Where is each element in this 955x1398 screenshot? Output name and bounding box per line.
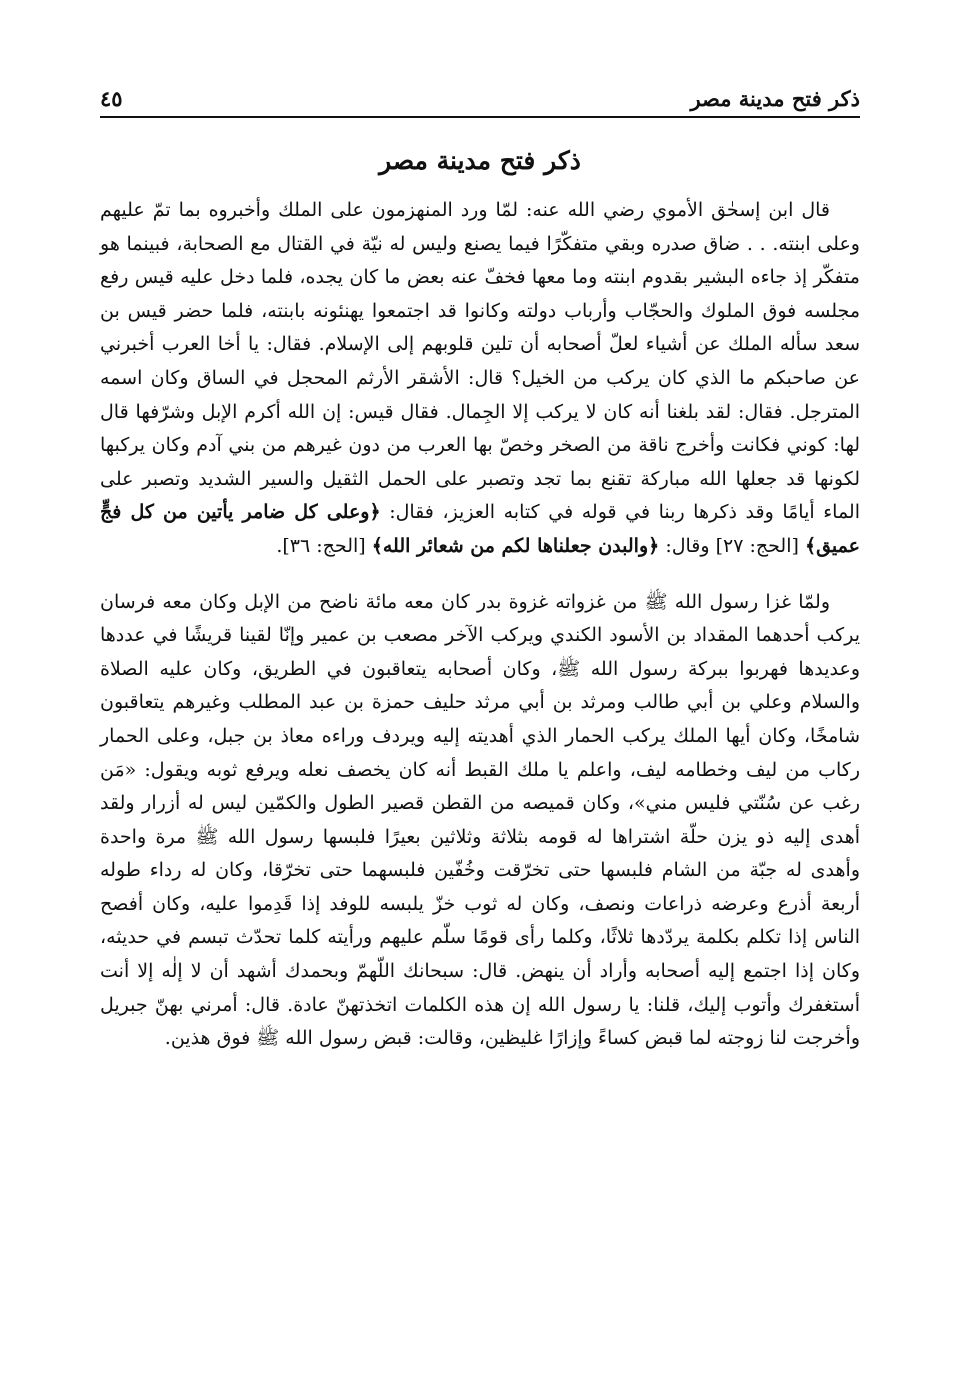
paragraph-1-text: قال ابن إسحٰق الأموي رضي الله عنه: لمّا ورد المنهزمون على الملك وأخبروه بما تمّ عليهم وعلى ابنته. . . ضاق صدره وبقي متفكّرًا فيما يصنع وليس له نيّة في القتال مع الصحابة، فبينما هو متفكّر إذ جاءه البشير بقدوم ابنته وما معها فخفّ عنه بعض ما كان يجده، فلما دخل عليه قيس رفع مجلسه فوق الملوك والحجّاب وأرباب دولته وكانوا قد اجتمعوا يهنئونه بابنته، فلما حضر قيس بن سعد سأله الملك عن أشياء لعلّ أصحابه أن تلين قلوبهم إلى الإسلام. فقال: يا أخا العرب أخبرني عن صاحبكم ما الذي كان يركب من الخيل؟ قال: الأشقر الأرثم المحجل في الساق وكان اسمه المترجل. فقال: لقد بلغنا أنه كان لا يركب إلا الجِمال. فقال قيس: إن الله أكرم الإبل وشرّفها قال لها: كوني فكانت وأخرج ناقة من الصخر وخصّ بها العرب من دون غيرهم من بني آدم وكان يركبها لكونها قد جعلها الله مباركة تقنع بما تجد وتصبر على الحمل الثقيل والسير الشديد وتصبر على الماء أيامًا وقد ذكرها ربنا في قوله في كتابه العزيز، فقال: (100, 199, 860, 524)
quran-verse-2: ﴿والبدن جعلناها لكم من شعائر الله﴾ (371, 534, 660, 557)
chapter-title: ذكر فتح مدينة مصر (379, 146, 581, 175)
verse-reference-2: [الحج: ٣٦]. (276, 534, 366, 557)
page-number: ٤٥ (100, 86, 123, 111)
paragraph-2 (100, 586, 860, 1056)
running-header (100, 82, 860, 118)
quran-verse-1: ﴿وعلى كل ضامر يأتين من كل فجٍّ عميق﴾ (100, 501, 860, 557)
paragraph-1 (100, 194, 860, 564)
verse-reference-1: [الحج: ٢٧] وقال: (665, 534, 799, 557)
paragraph-2-text: ولمّا غزا رسول الله ﷺ من غزواته غزوة بدر كان معه مائة ناضح من الإبل وكان معه فرسان يركب أحدهما المقداد بن الأسود الكندي ويركب الآخر مصعب بن عمير وإنّا لقينا قريشًا في عددها وعديدها فهربوا ببركة رسول الله ﷺ، وكان أصحابه يتعاقبون في الطريق، وكان عليه الصلاة والسلام وعلي بن أبي طالب ومرثد بن أبي مرثد حليف حمزة بن عبد المطلب وغيرهم يتعاقبون شامخًا، وكان أيها الملك يركب الحمار الذي أهديته إليه ويردف وراءه معاذ بن جبل، وعلى الحمار ركاب من ليف وخطامه ليف، واعلم يا ملك القبط أنه كان يخصف نعله ويرفع ثوبه ويقول: «مَن رغب عن سُنّتي فليس مني»، وكان قميصه من القطن قصير الطول والكمّين ليس له أزرار ولقد أهدى إليه ذو يزن حلّة اشتراها له قومه بثلاثة وثلاثين بعيرًا فلبسها رسول الله ﷺ مرة واحدة وأهدى له جبّة من الشام فلبسها حتى تخرّقت وخُفّين فلبسهما حتى تخرّقا، وكان له رداء طوله أربعة أذرع وعرضه ذراعات ونصف، وكان له ثوب خزّ يلبسه للوفد إذا قَدِموا عليه، وكان أفصح الناس إذا تكلم بكلمة يردّدها ثلاثًا، وكلما رأى قومًا سلّم عليهم ورأيته كلما تحدّث تبسم في حديثه، وكان إذا اجتمع إليه أصحابه وأراد أن ينهض. قال: سبحانك اللّهمّ وبحمدك أشهد أن لا إلٰه إلا أنت أستغفرك وأتوب إليك، قلنا: يا رسول الله إن هذه الكلمات اتخذتهنّ عادة. قال: أمرني بهنّ جبريل وأخرجت لنا زوجته لما قبض كساءً وإزارًا غليظين، وقالت: قبض رسول الله ﷺ فوق هذين. (100, 590, 860, 1050)
running-title: ذكر فتح مدينة مصر (690, 86, 860, 111)
book-page (100, 82, 860, 1056)
